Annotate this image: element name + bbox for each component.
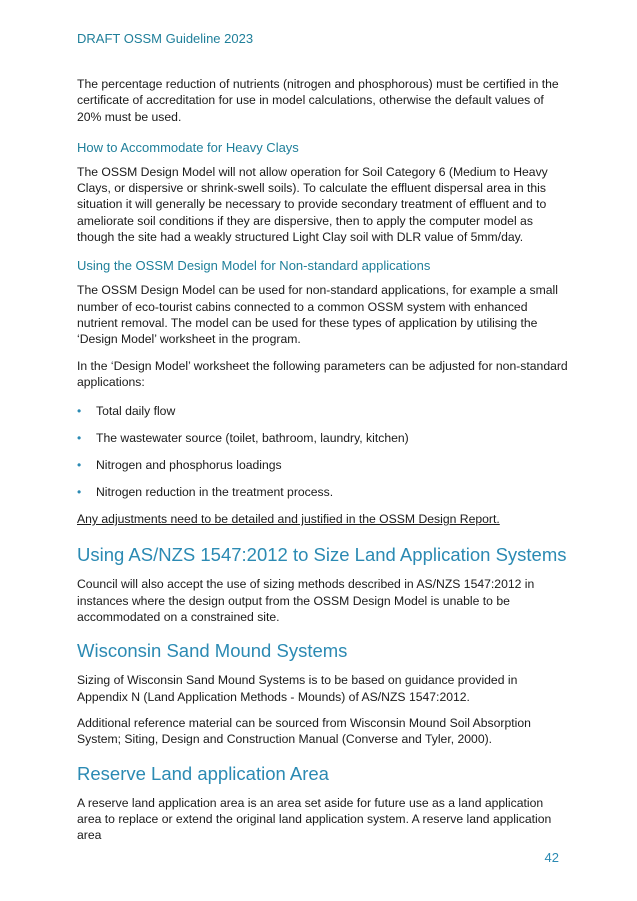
adjustments-note: Any adjustments need to be detailed and justified in the OSSM Design Report.: [77, 512, 500, 527]
list-item: [77, 484, 569, 500]
list-item-text: Nitrogen and phosphorus loadings: [96, 458, 282, 473]
page-content: [77, 76, 569, 853]
page-number: 42: [544, 850, 559, 865]
non-standard-paragraph-2: In the ‘Design Model’ worksheet the following parameters can be adjusted for non-standard applications:: [77, 358, 568, 389]
list-item-text: The wastewater source (toilet, bathroom, laundry, kitchen): [96, 431, 409, 446]
non-standard-heading: Using the OSSM Design Model for Non-standard applications: [77, 258, 431, 274]
heavy-clays-paragraph: The OSSM Design Model will not allow operation for Soil Category 6 (Medium to Heavy Clays, or dispersive or shrink-swell soils). To calculate the effluent dispersal area in this situation it will generally be necessary to provide secondary treatment of effluent and to ameliorate soil conditions if they are dispersive, then to apply the computer model as though the site had a weakly structured Light Clay soil with DLR value of 5mm/day.: [77, 164, 548, 245]
bullet-icon: •: [77, 485, 82, 500]
reserve-paragraph: A reserve land application area is an area set aside for future use as a land application area to replace or extend the original land application system. A reserve land application area: [77, 795, 552, 843]
reserve-heading: Reserve Land application Area: [77, 762, 329, 784]
non-standard-paragraph-1: The OSSM Design Model can be used for non-standard applications, for example a small number of eco-tourist cabins connected to a common OSSM system with enhanced nutrient removal. The model can be used for these types of application by utilising the ‘Design Model’ worksheet in the program.: [77, 283, 558, 347]
wisconsin-paragraph-2: Additional reference material can be sourced from Wisconsin Mound Soil Absorption System; Siting, Design and Construction Manual (Converse and Tyler, 2000).: [77, 715, 531, 747]
list-item-text: Nitrogen reduction in the treatment process.: [96, 485, 334, 500]
list-item: [77, 457, 569, 473]
running-header: DRAFT OSSM Guideline 2023: [77, 31, 254, 46]
wisconsin-heading: Wisconsin Sand Mound Systems: [77, 640, 348, 662]
wisconsin-paragraph-1: Sizing of Wisconsin Sand Mound Systems is to be based on guidance provided in Appendix N (Land Application Methods - Mounds) of AS/NZS 1547:2012.: [77, 673, 518, 704]
asnzs-heading: Using AS/NZS 1547:2012 to Size Land Application Systems: [77, 544, 567, 566]
list-item-text: Total daily flow: [96, 404, 176, 419]
intro-paragraph: The percentage reduction of nutrients (nitrogen and phosphorous) must be certified in the certificate of accreditation for use in model calculations, otherwise the default values of 20% must be used.: [77, 77, 559, 124]
asnzs-paragraph: Council will also accept the use of sizing methods described in AS/NZS 1547:2012 in instances where the design output from the OSSM Design Model is unable to be accommodated on a constrained site.: [77, 577, 535, 625]
bullet-icon: •: [77, 458, 82, 473]
list-item: [77, 403, 569, 419]
heavy-clays-heading: How to Accommodate for Heavy Clays: [77, 139, 299, 155]
bullet-icon: •: [77, 404, 82, 419]
parameter-list: [77, 403, 569, 500]
list-item: [77, 430, 569, 446]
bullet-icon: •: [77, 431, 82, 446]
